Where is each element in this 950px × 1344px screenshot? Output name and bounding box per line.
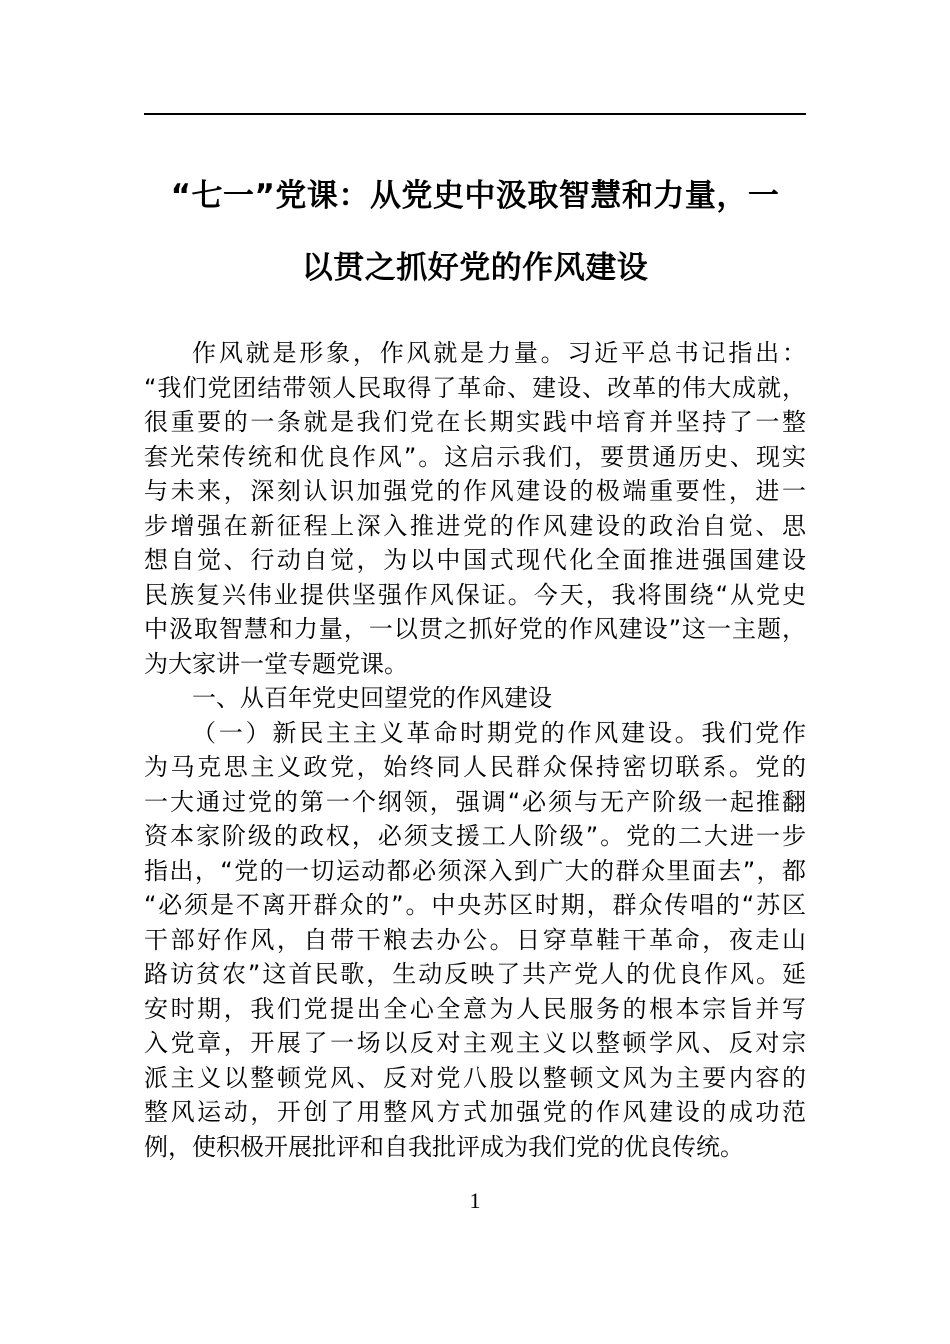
text-line: 为马克思主义政党，始终同人民群众保持密切联系。党的: [144, 753, 806, 781]
text-line: 很重要的一条就是我们党在长期实践中培育并坚持了一整: [144, 408, 806, 436]
text-line: （一）新民主主义革命时期党的作风建设。我们党作: [192, 718, 806, 747]
section-heading-1: 一、从百年党史回望党的作风建设: [192, 684, 552, 712]
text-line: 民族复兴伟业提供坚强作风保证。今天，我将围绕“从党史: [144, 580, 806, 609]
text-line: 一大通过党的第一个纲领，强调“必须与无产阶级一起推翻: [144, 787, 806, 816]
text-line: 整风运动，开创了用整风方式加强党的作风建设的成功范: [144, 1098, 806, 1126]
document-title: [144, 160, 806, 304]
title-line-1: “七一”党课：从党史中汲取智慧和力量，一: [170, 178, 780, 214]
header-rule: [144, 113, 806, 115]
page-number: 1: [469, 1188, 481, 1213]
text-line: 路访贫农”这首民歌，生动反映了共产党人的优良作风。延: [144, 960, 806, 988]
text-line: 干部好作风，自带干粮去办公。日穿草鞋干革命，夜走山: [144, 925, 806, 954]
document-body: [144, 336, 806, 1164]
text-line: “我们党团结带领人民取得了革命、建设、改革的伟大成就，: [144, 373, 806, 402]
text-line: 步增强在新征程上深入推进党的作风建设的政治自觉、思: [144, 511, 806, 540]
text-line: 套光荣传统和优良作风”。这启示我们，要贯通历史、现实: [144, 442, 806, 471]
text-line: 想自觉、行动自觉，为以中国式现代化全面推进强国建设: [144, 546, 806, 574]
text-line: 为大家讲一堂专题党课。: [144, 649, 408, 678]
text-line: 入党章，开展了一场以反对主观主义以整顿学风、反对宗: [144, 1029, 806, 1057]
text-line: 作风就是形象，作风就是力量。习近平总书记指出：: [192, 339, 806, 367]
paragraph-1: [144, 336, 806, 681]
text-line: “必须是不离开群众的”。中央苏区时期，群众传唱的“苏区: [144, 891, 806, 919]
text-line: 指出，“党的一切运动都必须深入到广大的群众里面去”，都: [144, 856, 806, 885]
text-line: 资本家阶级的政权，必须支援工人阶级”。党的二大进一步: [144, 822, 806, 850]
text-line: 安时期，我们党提出全心全意为人民服务的根本宗旨并写: [144, 994, 806, 1023]
title-line-2: 以贯之抓好党的作风建设: [301, 250, 649, 286]
text-line: 例，使积极开展批评和自我批评成为我们党的优良传统。: [144, 1132, 744, 1161]
text-line: 中汲取智慧和力量，一以贯之抓好党的作风建设”这一主题，: [144, 615, 806, 643]
text-line: 与未来，深刻认识加强党的作风建设的极端重要性，进一: [144, 477, 806, 505]
text-line: 派主义以整顿党风、反对党八股以整顿文风为主要内容的: [144, 1063, 806, 1092]
paragraph-2: [144, 716, 806, 1165]
